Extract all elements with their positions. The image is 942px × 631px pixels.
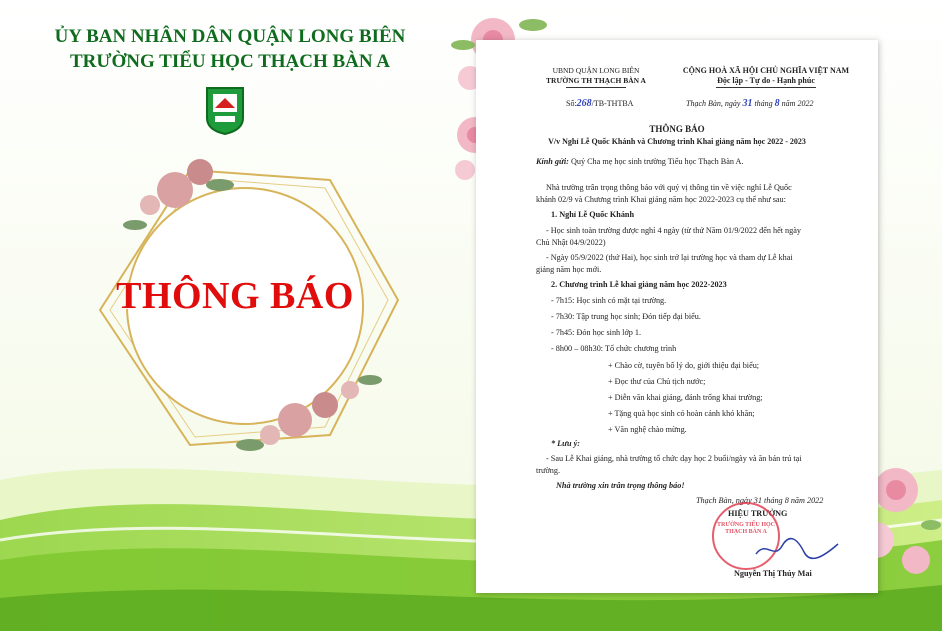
document-number: Số:268/TB-THTBA — [566, 98, 634, 109]
document-title: THÔNG BÁO — [649, 124, 705, 134]
document-subject: V/v Nghỉ Lễ Quốc Khánh và Chương trình Khai giảng năm học 2022 - 2023 — [548, 137, 806, 146]
program-item: + Chào cờ, tuyên bố lý do, giới thiệu đại biểu; — [608, 361, 760, 370]
program-item: + Văn nghệ chào mừng. — [608, 425, 687, 434]
national-motto: Độc lập - Tự do - Hạnh phúc — [717, 76, 815, 85]
schedule-item: - 7h15: Học sinh có mặt tại trường. — [551, 296, 667, 305]
school-name: TRƯỜNG TIỂU HỌC THẠCH BÀN A — [69, 51, 391, 72]
official-stamp: TRƯỜNG TIỂU HỌC THẠCH BÀN A — [712, 502, 780, 570]
document-date: Thạch Bàn, ngày 31 tháng 8 năm 2022 — [686, 98, 814, 109]
school-logo-icon — [203, 84, 247, 136]
section1-item2: - Ngày 05/9/2022 (thứ Hai), học sinh trở lại trường học và tham dự Lễ khai giảng năm học mới. — [536, 253, 793, 274]
section1-title: 1. Nghỉ Lễ Quốc Khánh — [551, 210, 635, 219]
signer-name: Nguyễn Thị Thúy Mai — [734, 569, 812, 578]
program-item: + Tặng quà học sinh có hoàn cảnh khó khăn; — [608, 409, 755, 418]
signature-title: HIỆU TRƯỞNG — [728, 509, 788, 518]
section1-item1: - Học sinh toàn trường được nghỉ 4 ngày (từ thứ Năm 01/9/2022 đến hết ngày Chủ Nhật 04/9/2022) — [536, 226, 801, 247]
intro-paragraph: Nhà trường trân trọng thông báo với quý vị thông tin về việc nghỉ Lễ Quốc khánh 02/9 và Chương trình Khai giảng năm học 2022-2023 cụ thể như sau: — [536, 183, 792, 204]
schedule-item: - 7h30: Tập trung học sinh; Đón tiếp đại biểu. — [551, 312, 701, 321]
doc-issuer — [536, 66, 656, 88]
issuer-district: UBND QUẬN LONG BIÊN — [552, 66, 640, 75]
notice-document — [476, 40, 878, 593]
program-item: + Diễn văn khai giảng, đánh trống khai trường; — [608, 393, 763, 402]
section2-title: 2. Chương trình Lễ khai giảng năm học 2022-2023 — [551, 280, 727, 289]
note-text: - Sau Lễ Khai giảng, nhà trường tổ chức dạy học 2 buổi/ngày và ăn bán trú tại trường. — [536, 454, 802, 475]
schedule-item: - 7h45: Đón học sinh lớp 1. — [551, 328, 642, 337]
signature-date: Thạch Bàn, ngày 31 tháng 8 năm 2022 — [696, 496, 824, 505]
note-label: * Lưu ý: — [551, 439, 581, 448]
greeting: Kính gửi: Quý Cha mẹ học sinh trường Tiểu học Thạch Bàn A. — [536, 157, 744, 166]
notice-big-title: THÔNG BÁO — [116, 275, 354, 317]
schedule-item: - 8h00 – 08h30: Tổ chức chương trình — [551, 344, 677, 353]
program-item: + Đọc thư của Chủ tịch nước; — [608, 377, 706, 386]
national-name: CỘNG HOÀ XÃ HỘI CHỦ NGHĨA VIỆT NAM — [682, 66, 850, 75]
district-name: ỦY BAN NHÂN DÂN QUẬN LONG BIÊN — [54, 26, 406, 47]
issuer-school: TRƯỜNG TH THẠCH BÀN A — [546, 76, 646, 85]
school-header — [0, 24, 460, 74]
doc-national-header — [666, 66, 866, 88]
handwritten-signature-icon — [752, 536, 842, 562]
closing-line: Nhà trường xin trân trọng thông báo! — [556, 481, 685, 490]
